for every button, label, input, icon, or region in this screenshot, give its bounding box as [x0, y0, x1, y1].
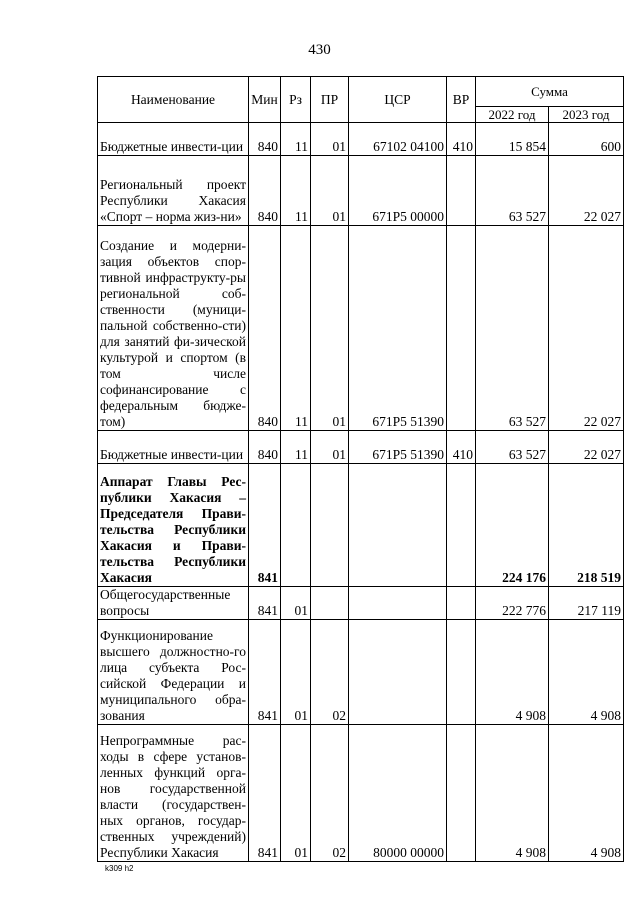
cell-rz: 11: [281, 431, 311, 464]
cell-sum-2023: 4 908: [549, 725, 624, 862]
cell-rz: 11: [281, 156, 311, 226]
cell-csr: 80000 00000: [349, 725, 447, 862]
cell-sum-2022: 63 527: [476, 156, 549, 226]
cell-sum-2022: 224 176: [476, 464, 549, 587]
header-rz: Рз: [281, 77, 311, 123]
cell-csr: 671P5 51390: [349, 431, 447, 464]
cell-min: 841: [249, 587, 281, 620]
table-row: [98, 156, 624, 226]
cell-csr: [349, 620, 447, 725]
cell-min: 841: [249, 725, 281, 862]
cell-csr: 671P5 00000: [349, 156, 447, 226]
cell-pr: 01: [311, 431, 349, 464]
cell-name: Региональный проект Республики Хакасия «Спорт – норма жиз-ни»: [98, 156, 249, 226]
header-min: Мин: [249, 77, 281, 123]
cell-vr: [447, 587, 476, 620]
cell-csr: 671P5 51390: [349, 226, 447, 431]
cell-sum-2023: 218 519: [549, 464, 624, 587]
cell-sum-2023: 22 027: [549, 226, 624, 431]
header-year-2023: 2023 год: [549, 107, 624, 123]
table-row: [98, 464, 624, 587]
table-row: [98, 725, 624, 862]
cell-rz: [281, 464, 311, 587]
cell-min: 840: [249, 431, 281, 464]
cell-sum-2022: 63 527: [476, 431, 549, 464]
cell-vr: 410: [447, 123, 476, 156]
cell-csr: 67102 04100: [349, 123, 447, 156]
cell-min: 840: [249, 156, 281, 226]
table-row: [98, 123, 624, 156]
cell-csr: [349, 464, 447, 587]
cell-min: 841: [249, 464, 281, 587]
cell-name: Бюджетные инвести-ции: [98, 123, 249, 156]
cell-name: Бюджетные инвести-ции: [98, 431, 249, 464]
header-pr: ПР: [311, 77, 349, 123]
cell-vr: [447, 226, 476, 431]
cell-vr: [447, 725, 476, 862]
cell-sum-2023: 600: [549, 123, 624, 156]
header-csr: ЦСР: [349, 77, 447, 123]
cell-name: Непрограммные рас-ходы в сфере установ-ленных функций орга-нов государственной власти (государствен-ных органов, государ-ственных учреждений) Республики Хакасия: [98, 725, 249, 862]
cell-pr: 02: [311, 725, 349, 862]
cell-pr: 01: [311, 123, 349, 156]
cell-pr: 01: [311, 226, 349, 431]
table-body: [98, 123, 624, 862]
cell-name: Общегосударственные вопросы: [98, 587, 249, 620]
cell-vr: [447, 620, 476, 725]
cell-name: Аппарат Главы Рес-публики Хакасия – Председателя Прави-тельства Республики Хакасия и Прави-тельства Республики Хакасия: [98, 464, 249, 587]
cell-vr: 410: [447, 431, 476, 464]
table-row: [98, 620, 624, 725]
page-number: 430: [308, 42, 331, 58]
cell-sum-2022: 63 527: [476, 226, 549, 431]
header-sum: Сумма: [476, 77, 624, 107]
cell-min: 841: [249, 620, 281, 725]
cell-vr: [447, 156, 476, 226]
cell-rz: 01: [281, 587, 311, 620]
cell-pr: 02: [311, 620, 349, 725]
cell-name: Функционирование высшего должностно-го лица субъекта Рос-сийской Федерации и муниципального обра-зования: [98, 620, 249, 725]
cell-rz: 01: [281, 620, 311, 725]
footer-code: k309 h2: [105, 864, 134, 873]
cell-vr: [447, 464, 476, 587]
cell-sum-2022: 4 908: [476, 725, 549, 862]
cell-min: 840: [249, 123, 281, 156]
header-name: Наименование: [98, 77, 249, 123]
cell-sum-2022: 15 854: [476, 123, 549, 156]
cell-rz: 11: [281, 226, 311, 431]
header-vr: ВР: [447, 77, 476, 123]
cell-min: 840: [249, 226, 281, 431]
cell-sum-2023: 22 027: [549, 156, 624, 226]
cell-sum-2022: 222 776: [476, 587, 549, 620]
cell-pr: 01: [311, 156, 349, 226]
cell-sum-2023: 4 908: [549, 620, 624, 725]
budget-table: [97, 76, 624, 862]
cell-sum-2022: 4 908: [476, 620, 549, 725]
cell-sum-2023: 217 119: [549, 587, 624, 620]
cell-csr: [349, 587, 447, 620]
cell-rz: 11: [281, 123, 311, 156]
table-row: [98, 226, 624, 431]
cell-rz: 01: [281, 725, 311, 862]
table-row: [98, 431, 624, 464]
table-row: [98, 587, 624, 620]
header-year-2022: 2022 год: [476, 107, 549, 123]
cell-pr: [311, 587, 349, 620]
cell-name: Создание и модерни-зация объектов спор-тивной инфраструкту-ры региональной соб-ственности (муници-пальной собственно-сти) для занятий фи-зической культурой и спортом (в том числе софинансирование с федеральным бюдже-том): [98, 226, 249, 431]
cell-sum-2023: 22 027: [549, 431, 624, 464]
cell-pr: [311, 464, 349, 587]
